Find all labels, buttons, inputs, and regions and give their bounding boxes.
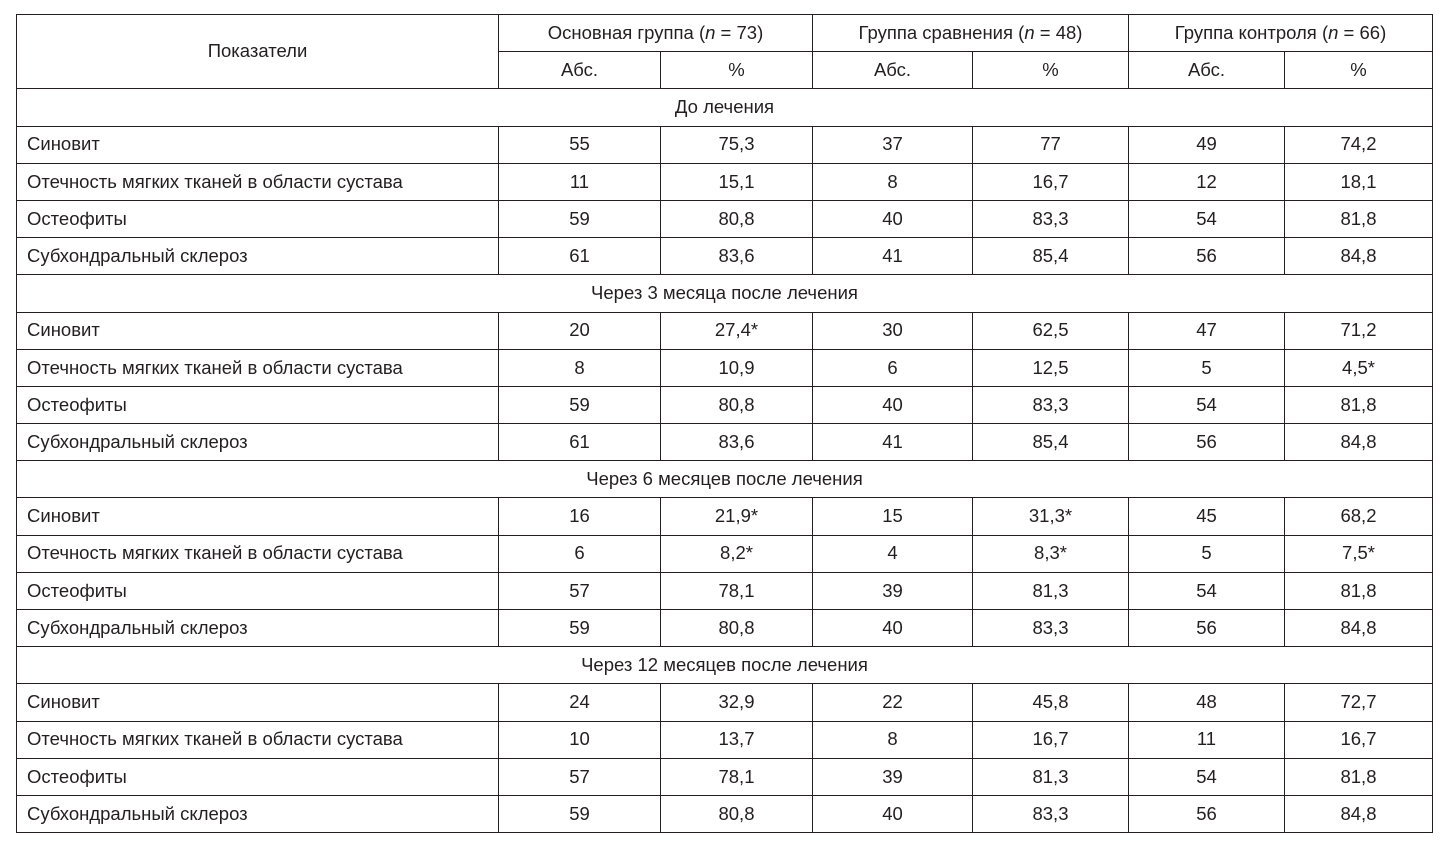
pct-value-cell: 72,7: [1285, 684, 1433, 721]
pct-value-cell: 32,9: [661, 684, 813, 721]
abs-value-cell: 57: [499, 572, 661, 609]
pct-value-cell: 85,4: [973, 424, 1129, 461]
pct-value-cell: 31,3*: [973, 498, 1129, 535]
row-label: Остеофиты: [17, 572, 499, 609]
pct-value-cell: 83,3: [973, 200, 1129, 237]
abs-value-cell: 40: [813, 610, 973, 647]
pct-value-cell: 80,8: [661, 386, 813, 423]
row-label: Синовит: [17, 312, 499, 349]
abs-value-cell: 39: [813, 572, 973, 609]
pct-value-cell: 83,3: [973, 386, 1129, 423]
abs-value-cell: 41: [813, 238, 973, 275]
pct-value-cell: 80,8: [661, 795, 813, 832]
abs-value-cell: 22: [813, 684, 973, 721]
pct-column-header: %: [1285, 52, 1433, 89]
table-row: [17, 312, 1433, 349]
table-row: [17, 498, 1433, 535]
row-label: Остеофиты: [17, 758, 499, 795]
pct-value-cell: 83,6: [661, 424, 813, 461]
abs-value-cell: 15: [813, 498, 973, 535]
pct-value-cell: 74,2: [1285, 126, 1433, 163]
abs-value-cell: 54: [1129, 200, 1285, 237]
pct-value-cell: 4,5*: [1285, 349, 1433, 386]
section-title: Через 12 месяцев после лечения: [17, 647, 1433, 684]
abs-value-cell: 8: [813, 163, 973, 200]
table-row: [17, 200, 1433, 237]
pct-value-cell: 78,1: [661, 758, 813, 795]
table-row: [17, 610, 1433, 647]
row-label: Субхондральный склероз: [17, 424, 499, 461]
abs-value-cell: 55: [499, 126, 661, 163]
abs-value-cell: 8: [499, 349, 661, 386]
pct-value-cell: 81,8: [1285, 758, 1433, 795]
abs-value-cell: 39: [813, 758, 973, 795]
abs-value-cell: 48: [1129, 684, 1285, 721]
pct-value-cell: 16,7: [973, 163, 1129, 200]
abs-value-cell: 54: [1129, 572, 1285, 609]
abs-value-cell: 16: [499, 498, 661, 535]
abs-value-cell: 11: [499, 163, 661, 200]
table-row: [17, 424, 1433, 461]
pct-value-cell: 77: [973, 126, 1129, 163]
pct-value-cell: 13,7: [661, 721, 813, 758]
abs-value-cell: 54: [1129, 758, 1285, 795]
abs-value-cell: 56: [1129, 238, 1285, 275]
pct-value-cell: 71,2: [1285, 312, 1433, 349]
table-row: [17, 535, 1433, 572]
pct-value-cell: 15,1: [661, 163, 813, 200]
table-body: [17, 89, 1433, 833]
abs-value-cell: 59: [499, 610, 661, 647]
abs-value-cell: 24: [499, 684, 661, 721]
abs-value-cell: 12: [1129, 163, 1285, 200]
abs-column-header: Абс.: [813, 52, 973, 89]
abs-value-cell: 59: [499, 200, 661, 237]
abs-value-cell: 49: [1129, 126, 1285, 163]
abs-value-cell: 10: [499, 721, 661, 758]
row-label: Синовит: [17, 126, 499, 163]
abs-value-cell: 61: [499, 238, 661, 275]
group-header-main: Основная группа (n = 73): [499, 15, 813, 52]
abs-value-cell: 45: [1129, 498, 1285, 535]
abs-value-cell: 56: [1129, 610, 1285, 647]
table-row: [17, 163, 1433, 200]
group-header-comparison: Группа сравнения (n = 48): [813, 15, 1129, 52]
section-title: Через 6 месяцев после лечения: [17, 461, 1433, 498]
row-label: Отечность мягких тканей в области сустава: [17, 163, 499, 200]
row-label: Отечность мягких тканей в области сустава: [17, 721, 499, 758]
abs-value-cell: 6: [499, 535, 661, 572]
pct-value-cell: 8,3*: [973, 535, 1129, 572]
pct-value-cell: 83,3: [973, 795, 1129, 832]
pct-value-cell: 7,5*: [1285, 535, 1433, 572]
row-label: Синовит: [17, 684, 499, 721]
pct-value-cell: 68,2: [1285, 498, 1433, 535]
abs-value-cell: 47: [1129, 312, 1285, 349]
abs-value-cell: 4: [813, 535, 973, 572]
pct-column-header: %: [661, 52, 813, 89]
pct-value-cell: 45,8: [973, 684, 1129, 721]
pct-value-cell: 81,8: [1285, 572, 1433, 609]
row-label: Остеофиты: [17, 386, 499, 423]
pct-value-cell: 21,9*: [661, 498, 813, 535]
section-row: [17, 89, 1433, 126]
pct-value-cell: 75,3: [661, 126, 813, 163]
pct-value-cell: 16,7: [1285, 721, 1433, 758]
pct-value-cell: 81,8: [1285, 386, 1433, 423]
abs-value-cell: 54: [1129, 386, 1285, 423]
table-row: [17, 795, 1433, 832]
abs-value-cell: 61: [499, 424, 661, 461]
abs-value-cell: 5: [1129, 535, 1285, 572]
abs-value-cell: 56: [1129, 795, 1285, 832]
pct-value-cell: 10,9: [661, 349, 813, 386]
pct-column-header: %: [973, 52, 1129, 89]
abs-value-cell: 57: [499, 758, 661, 795]
row-label: Отечность мягких тканей в области сустава: [17, 349, 499, 386]
table-header: [17, 15, 1433, 89]
pct-value-cell: 62,5: [973, 312, 1129, 349]
abs-value-cell: 40: [813, 386, 973, 423]
pct-value-cell: 80,8: [661, 610, 813, 647]
abs-value-cell: 30: [813, 312, 973, 349]
section-row: [17, 647, 1433, 684]
section-title: Через 3 месяца после лечения: [17, 275, 1433, 312]
abs-value-cell: 40: [813, 795, 973, 832]
abs-value-cell: 56: [1129, 424, 1285, 461]
table-row: [17, 126, 1433, 163]
pct-value-cell: 16,7: [973, 721, 1129, 758]
pct-value-cell: 81,8: [1285, 200, 1433, 237]
pct-value-cell: 84,8: [1285, 238, 1433, 275]
pct-value-cell: 83,6: [661, 238, 813, 275]
pct-value-cell: 80,8: [661, 200, 813, 237]
table-row: [17, 572, 1433, 609]
indicator-column-header: Показатели: [17, 15, 499, 89]
results-table: [16, 14, 1433, 833]
pct-value-cell: 84,8: [1285, 795, 1433, 832]
pct-value-cell: 27,4*: [661, 312, 813, 349]
abs-value-cell: 5: [1129, 349, 1285, 386]
pct-value-cell: 83,3: [973, 610, 1129, 647]
table-row: [17, 238, 1433, 275]
pct-value-cell: 84,8: [1285, 424, 1433, 461]
abs-value-cell: 41: [813, 424, 973, 461]
abs-column-header: Абс.: [1129, 52, 1285, 89]
row-label: Остеофиты: [17, 200, 499, 237]
pct-value-cell: 12,5: [973, 349, 1129, 386]
pct-value-cell: 78,1: [661, 572, 813, 609]
pct-value-cell: 81,3: [973, 572, 1129, 609]
pct-value-cell: 81,3: [973, 758, 1129, 795]
abs-value-cell: 8: [813, 721, 973, 758]
abs-value-cell: 59: [499, 795, 661, 832]
group-header-control: Группа контроля (n = 66): [1129, 15, 1433, 52]
abs-value-cell: 11: [1129, 721, 1285, 758]
abs-value-cell: 20: [499, 312, 661, 349]
row-label: Субхондральный склероз: [17, 795, 499, 832]
pct-value-cell: 85,4: [973, 238, 1129, 275]
abs-value-cell: 40: [813, 200, 973, 237]
abs-column-header: Абс.: [499, 52, 661, 89]
section-title: До лечения: [17, 89, 1433, 126]
row-label: Субхондральный склероз: [17, 610, 499, 647]
table-row: [17, 386, 1433, 423]
section-row: [17, 461, 1433, 498]
table-row: [17, 349, 1433, 386]
abs-value-cell: 59: [499, 386, 661, 423]
table-row: [17, 721, 1433, 758]
pct-value-cell: 8,2*: [661, 535, 813, 572]
row-label: Отечность мягких тканей в области сустава: [17, 535, 499, 572]
row-label: Субхондральный склероз: [17, 238, 499, 275]
row-label: Синовит: [17, 498, 499, 535]
pct-value-cell: 84,8: [1285, 610, 1433, 647]
table-row: [17, 684, 1433, 721]
abs-value-cell: 37: [813, 126, 973, 163]
section-row: [17, 275, 1433, 312]
pct-value-cell: 18,1: [1285, 163, 1433, 200]
abs-value-cell: 6: [813, 349, 973, 386]
table-row: [17, 758, 1433, 795]
